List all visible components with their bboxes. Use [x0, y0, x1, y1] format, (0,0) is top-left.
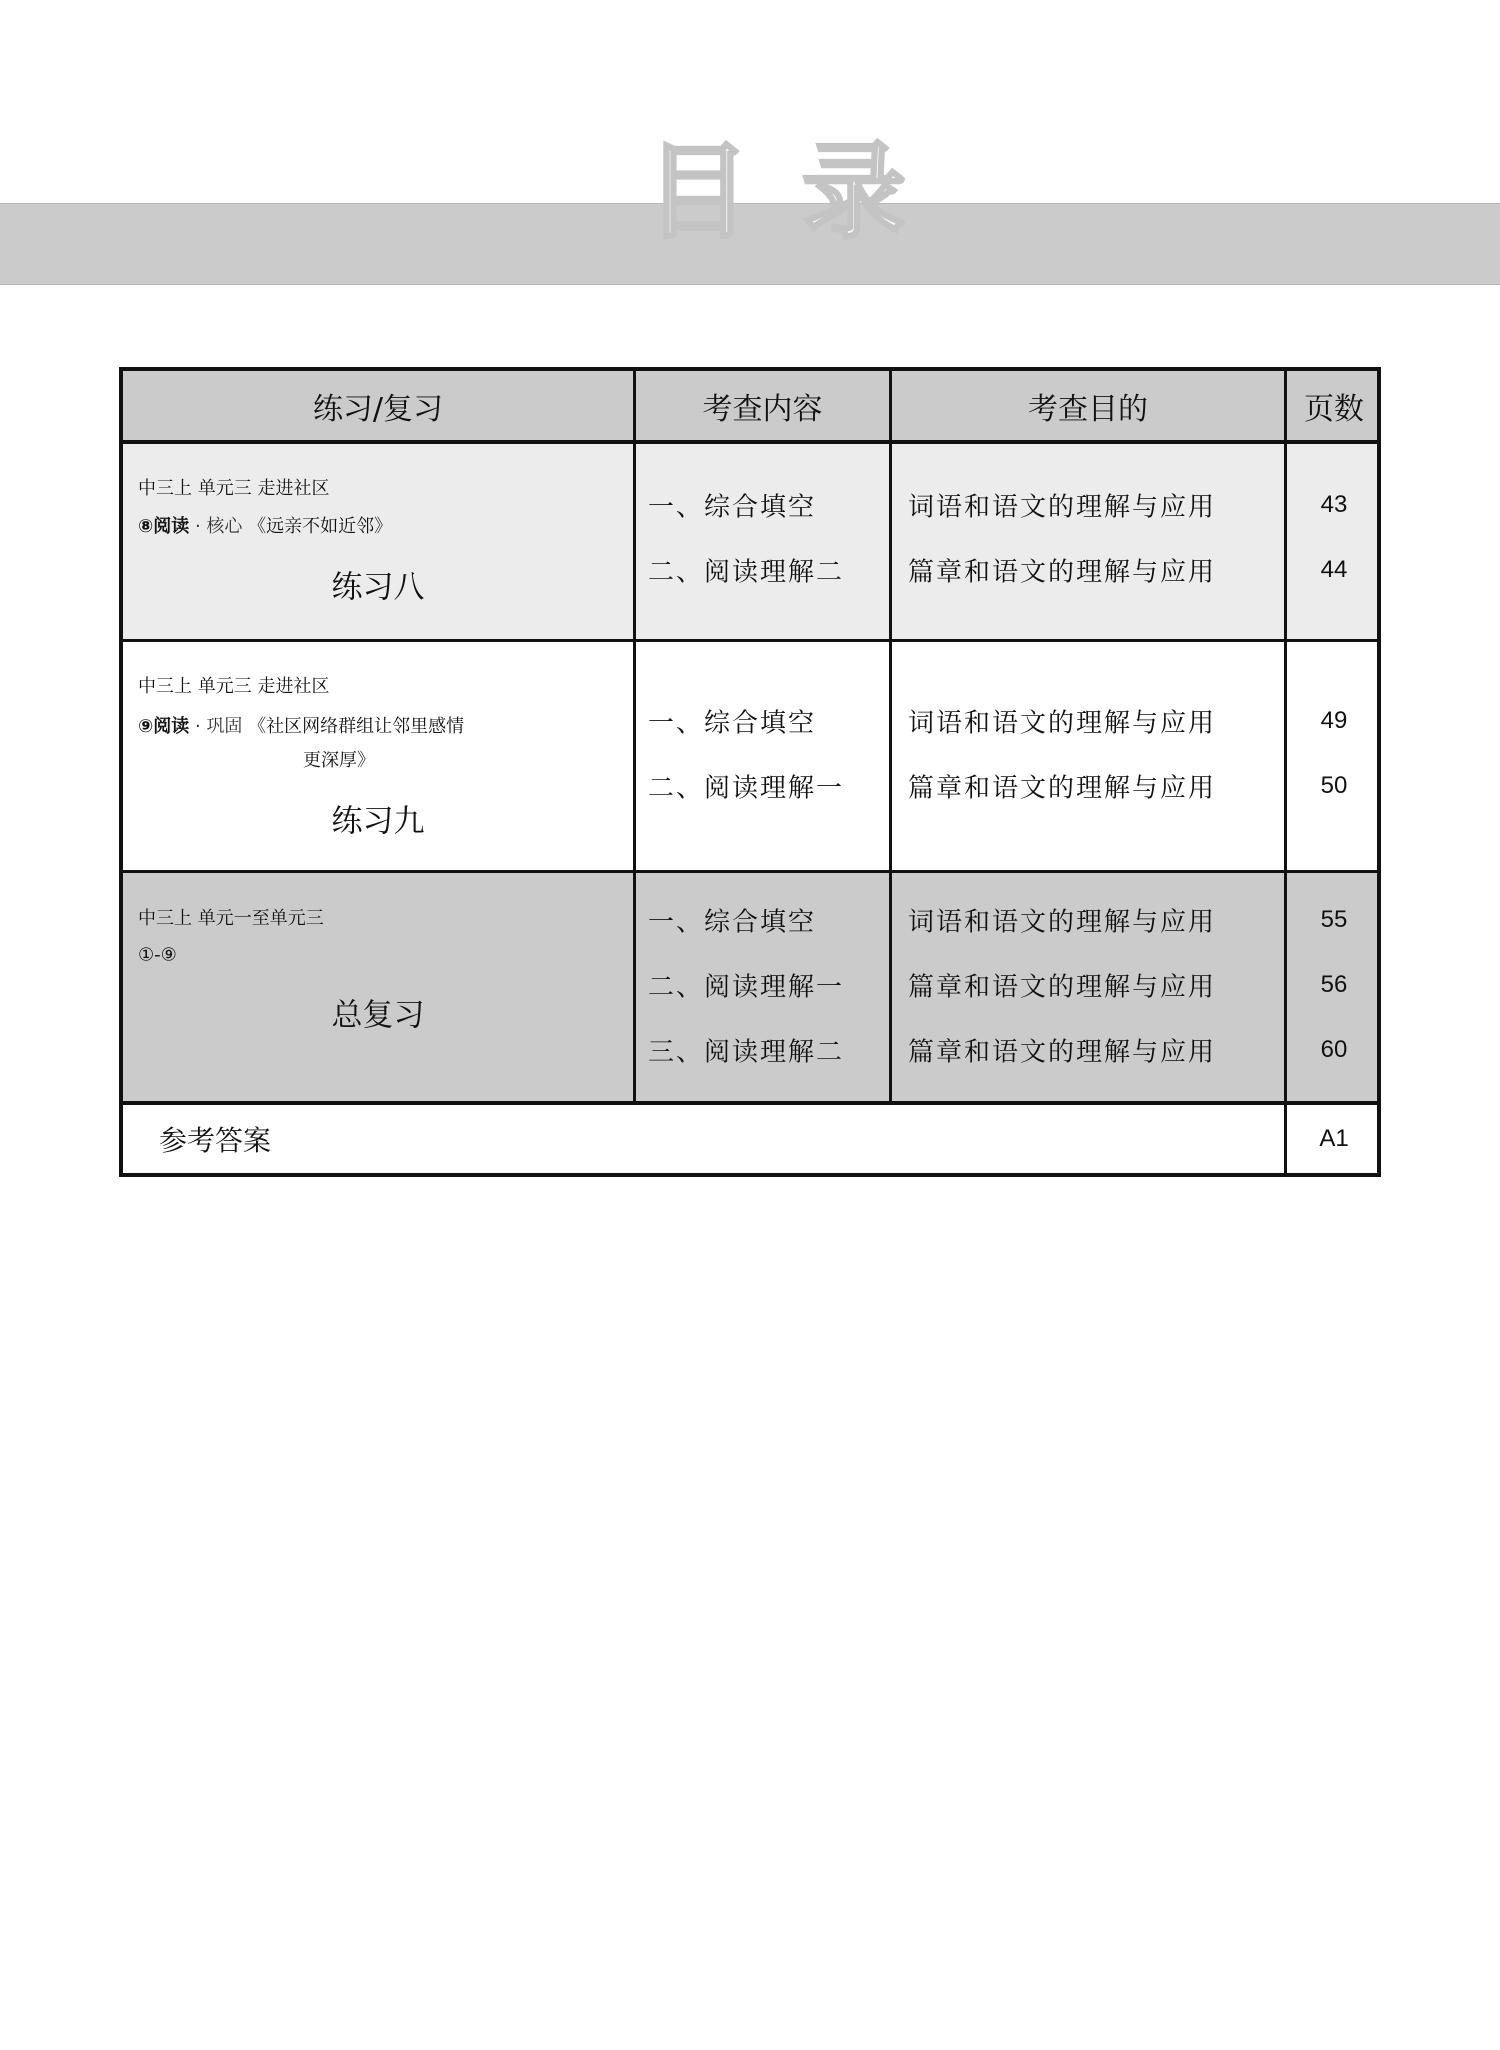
- table-header: [123, 371, 1377, 444]
- reading-range: ①-⑨: [138, 944, 177, 966]
- page-number[interactable]: 56: [1320, 971, 1348, 998]
- purpose-item: 词语和语文的理解与应用: [908, 708, 1217, 739]
- exercise-cell: [123, 873, 636, 1101]
- page-cell: [1287, 873, 1381, 1101]
- content-item: 一、综合填空: [648, 492, 817, 523]
- header-label: 页数: [1304, 391, 1364, 427]
- page-cell: [1287, 444, 1381, 639]
- table-row: [123, 444, 1377, 642]
- unit-label: 中三上 单元一至单元三: [138, 908, 324, 929]
- header-label: 考查内容: [702, 391, 823, 427]
- purpose-item: 篇章和语文的理解与应用: [908, 557, 1217, 588]
- exercise-title[interactable]: 练习八: [331, 569, 425, 606]
- content-item: 二、阅读理解一: [648, 972, 845, 1003]
- purpose-cell: [892, 444, 1287, 639]
- table-row: [123, 642, 1377, 873]
- reading-title: 《远亲不如近邻》: [248, 516, 393, 537]
- table-row: [123, 873, 1377, 1105]
- reading-type: · 核心: [194, 516, 243, 537]
- content-cell: [636, 642, 892, 870]
- page-number[interactable]: 44: [1320, 556, 1348, 583]
- content-item: 二、阅读理解二: [648, 557, 845, 588]
- purpose-cell: [892, 642, 1287, 870]
- page-number[interactable]: 60: [1320, 1036, 1348, 1063]
- header-cell-exercise: [123, 371, 636, 440]
- content-cell: [636, 873, 892, 1101]
- page-number[interactable]: 49: [1320, 707, 1348, 734]
- purpose-item: 词语和语文的理解与应用: [908, 492, 1217, 523]
- content-item: 一、综合填空: [648, 708, 817, 739]
- exercise-title[interactable]: 总复习: [331, 997, 425, 1034]
- page-number[interactable]: 43: [1320, 491, 1348, 518]
- header-cell-content: [636, 371, 892, 440]
- purpose-cell: [892, 873, 1287, 1101]
- answers-page[interactable]: A1: [1319, 1125, 1349, 1152]
- contents-table: [119, 367, 1381, 1177]
- answers-row: [123, 1105, 1377, 1173]
- purpose-item: 篇章和语文的理解与应用: [908, 972, 1217, 1003]
- exercise-cell: [123, 444, 636, 639]
- header-cell-page: [1287, 371, 1381, 440]
- exercise-cell: [123, 642, 636, 870]
- reading-label: [138, 712, 464, 738]
- exercise-title[interactable]: 练习九: [331, 803, 425, 840]
- content-item: 二、阅读理解一: [648, 773, 845, 804]
- page-title: 目录: [645, 131, 958, 253]
- page-number[interactable]: 50: [1320, 772, 1348, 799]
- reading-number: ⑨阅读: [138, 716, 190, 737]
- content-cell: [636, 444, 892, 639]
- page-number[interactable]: 55: [1320, 906, 1348, 933]
- header-label: 考查目的: [1028, 391, 1148, 427]
- content-item: 一、综合填空: [648, 907, 817, 938]
- header-label: 练习/复习: [312, 391, 444, 427]
- reading-type: · 巩固: [194, 716, 243, 737]
- reading-label: [138, 512, 392, 538]
- unit-label: 中三上 单元三 走进社区: [138, 478, 330, 499]
- purpose-item: 词语和语文的理解与应用: [908, 907, 1217, 938]
- purpose-item: 篇章和语文的理解与应用: [908, 1037, 1217, 1068]
- reading-title-continued: 更深厚》: [303, 750, 375, 771]
- unit-label: 中三上 单元三 走进社区: [138, 676, 330, 697]
- page-cell: [1287, 642, 1381, 870]
- reading-title: 《社区网络群组让邻里感情: [248, 716, 465, 737]
- answers-page-cell: [1287, 1105, 1381, 1173]
- answers-label-cell: [123, 1105, 1287, 1173]
- reading-number: ⑧阅读: [138, 516, 190, 537]
- purpose-item: 篇章和语文的理解与应用: [908, 773, 1217, 804]
- answers-label[interactable]: 参考答案: [159, 1124, 272, 1157]
- header-cell-purpose: [892, 371, 1287, 440]
- content-item: 三、阅读理解二: [648, 1037, 845, 1068]
